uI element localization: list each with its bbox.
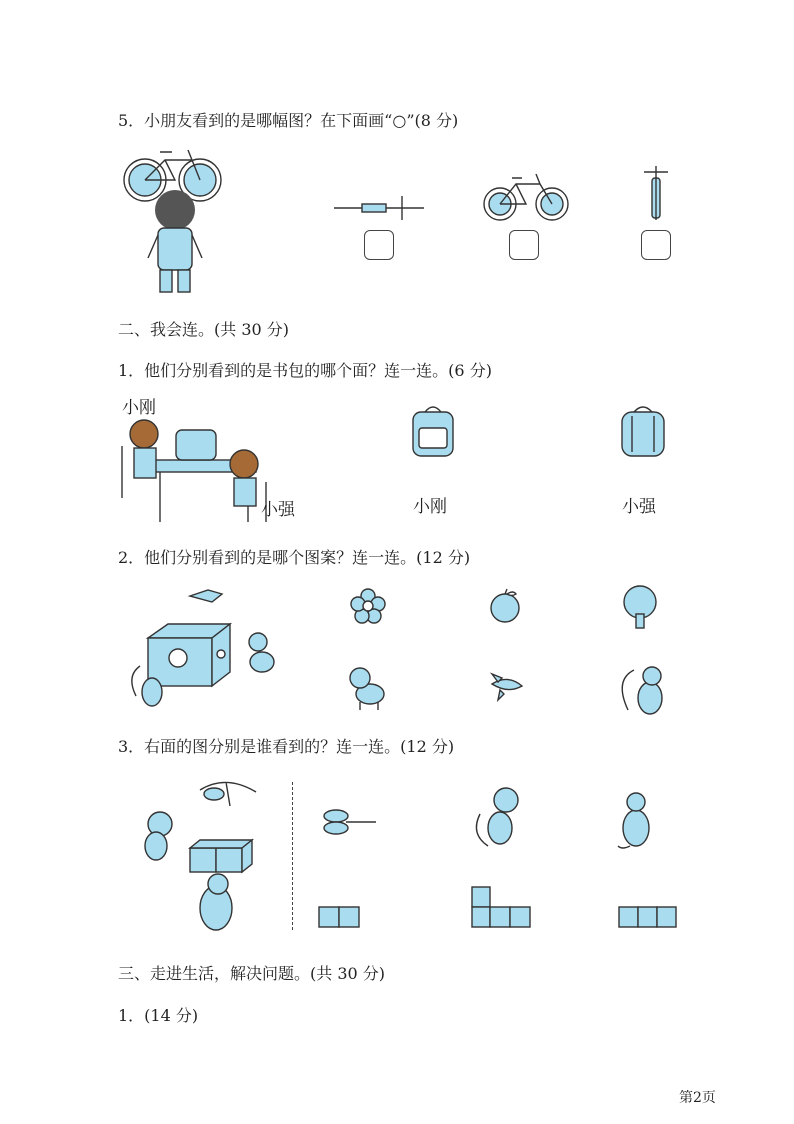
boy-bicycle-illustration [120,140,230,300]
bike-front-view [642,158,672,228]
dog-icon [346,664,388,710]
question-5-text: 5．小朋友看到的是哪幅图？在下面画“○”(8 分) [118,111,459,130]
animals-around-blocks-illustration [120,770,270,940]
flower-icon [350,588,386,624]
question-2-3-text: 3．右面的图分别是谁看到的？连一连。(12 分) [118,737,455,756]
blocks-view-three [618,906,678,928]
blocks-view-two [318,906,360,928]
question-3-1-text: 1．(14 分) [118,1006,199,1025]
name-xiaoqiang-right: 小强 [261,500,295,520]
bike-side-view [482,168,572,228]
apple-icon [488,588,522,624]
monkey-icon [470,784,530,854]
answer-box-3[interactable] [641,230,671,260]
dragonfly-icon [318,806,378,836]
label-xiaoqiang: 小强 [622,497,656,517]
section-2-title: 二、我会连。(共 30 分) [118,320,290,339]
cat-back-icon [618,790,654,850]
question-2-2-text: 2．他们分别看到的是哪个图案？连一连。(12 分) [118,548,471,567]
cat-icon [620,660,670,716]
bird-icon [488,672,528,702]
section-3-title: 三、走进生活，解决问题。(共 30 分) [118,964,386,983]
answer-box-1[interactable] [364,230,394,260]
divider-dashed-line [292,782,293,930]
backpack-side-view [620,406,666,458]
question-2-1-text: 1．他们分别看到的是书包的哪个面？连一连。(6 分) [118,361,492,380]
name-xiaogang-top: 小刚 [122,398,156,418]
tree-icon [620,584,660,630]
label-xiaogang: 小刚 [413,497,447,517]
answer-box-2[interactable] [509,230,539,260]
box-with-animals-illustration [120,588,290,718]
backpack-front-view [411,406,455,458]
kids-at-table-illustration [116,416,281,526]
bike-top-view [332,194,432,224]
blocks-view-l-shape [471,886,531,928]
page-number: 第2页 [679,1090,716,1106]
